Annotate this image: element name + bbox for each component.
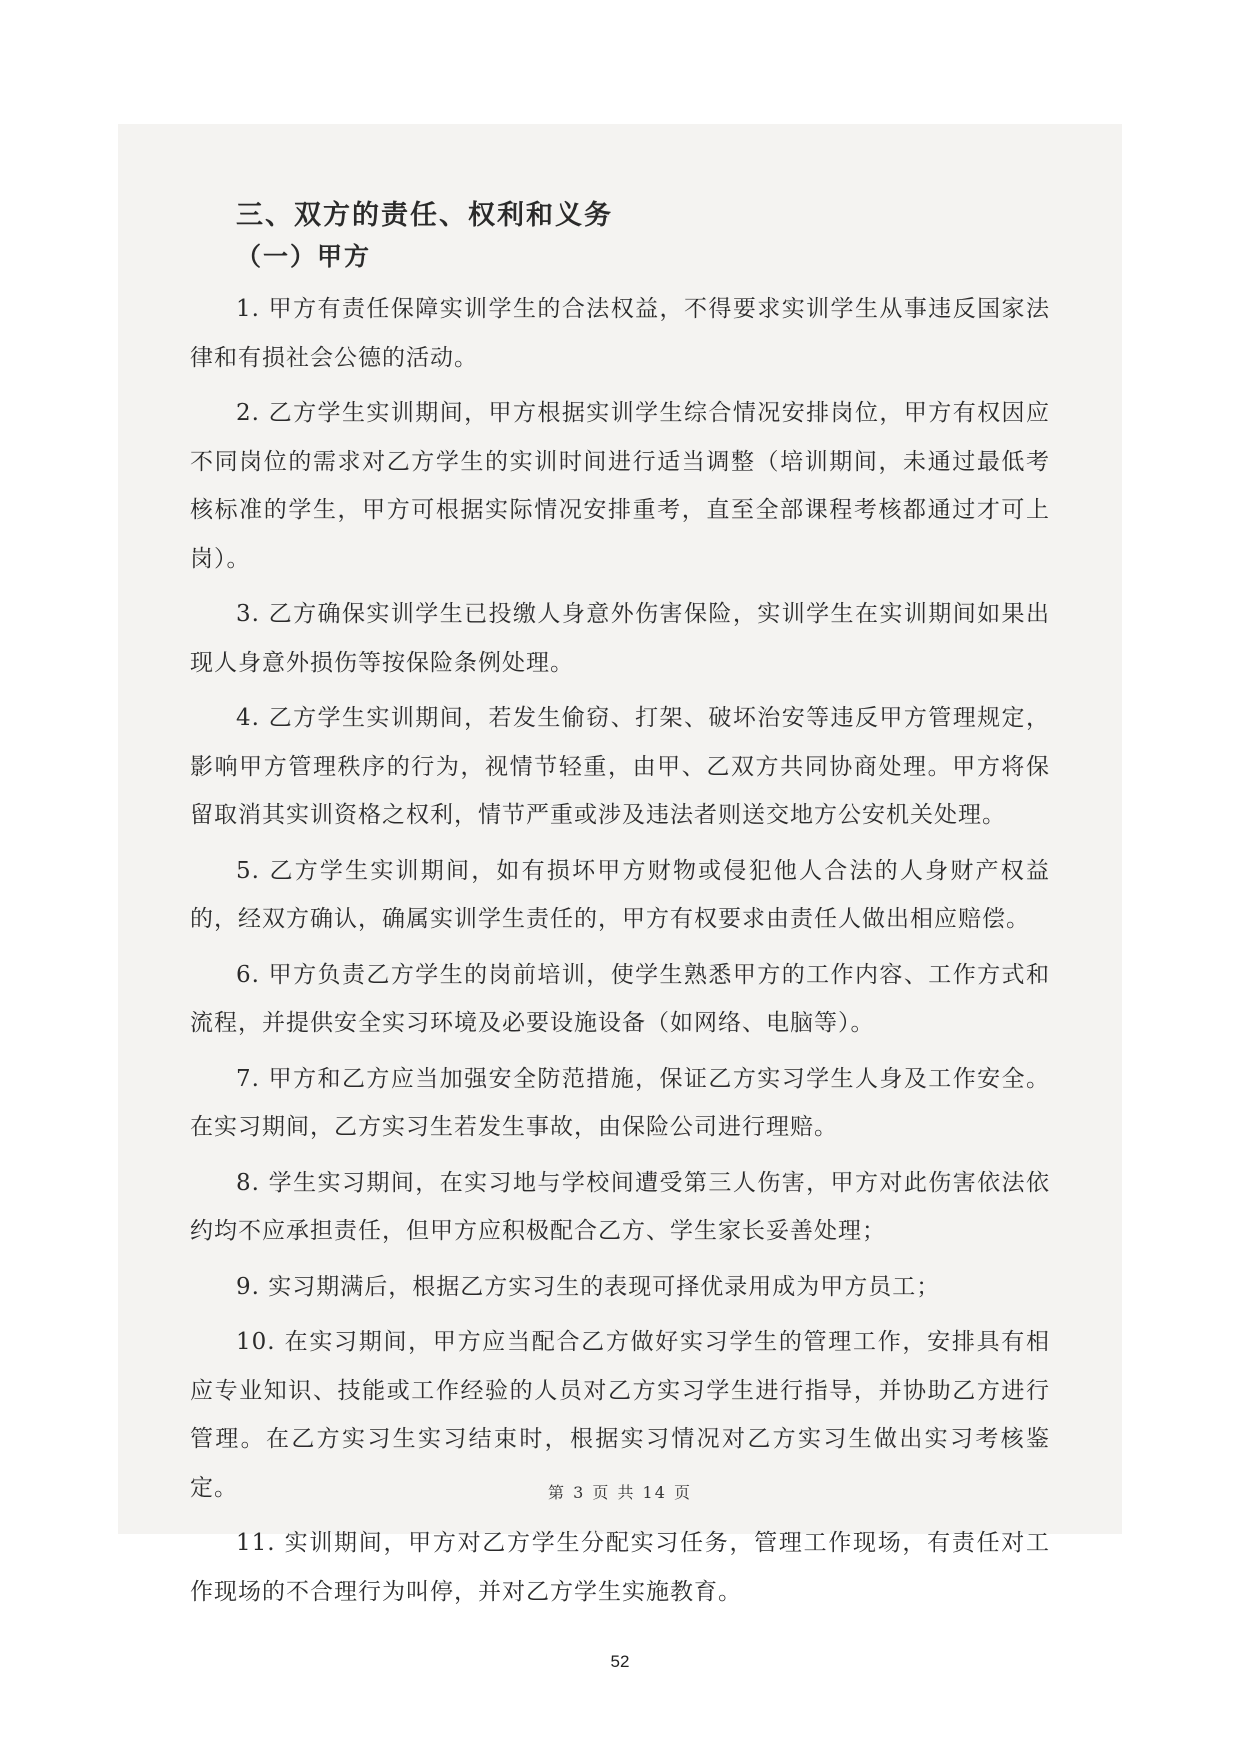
paragraph-3: 3. 乙方确保实训学生已投缴人身意外伤害保险，实训学生在实训期间如果出现人身意外损伤等按保险条例处理。 — [190, 601, 1050, 676]
paragraph-1: 1. 甲方有责任保障实训学生的合法权益，不得要求实训学生从事违反国家法律和有损社会公德的活动。 — [190, 296, 1050, 371]
page-number: 52 — [610, 1652, 630, 1671]
paragraph-6: 6. 甲方负责乙方学生的岗前培训，使学生熟悉甲方的工作内容、工作方式和流程，并提供安全实习环境及必要设施设备（如网络、电脑等）。 — [190, 961, 1050, 1036]
page-footer: 第 3 页 共 14 页 — [548, 1483, 692, 1502]
paragraph-2: 2. 乙方学生实训期间，甲方根据实训学生综合情况安排岗位，甲方有权因应不同岗位的需求对乙方学生的实训时间进行适当调整（培训期间，未通过最低考核标准的学生，甲方可根据实际情况安排重考，直至全部课程考核都通过才可上岗）。 — [190, 400, 1050, 572]
paragraph-4: 4. 乙方学生实训期间，若发生偷窃、打架、破坏治安等违反甲方管理规定，影响甲方管理秩序的行为，视情节轻重，由甲、乙双方共同协商处理。甲方将保留取消其实训资格之权利，情节严重或涉及违法者则送交地方公安机关处理。 — [190, 705, 1050, 828]
body-text — [190, 285, 1050, 1623]
subsection-title: （一）甲方 — [236, 242, 372, 271]
paragraph-7: 7. 甲方和乙方应当加强安全防范措施，保证乙方实习学生人身及工作安全。在实习期间，乙方实习生若发生事故，由保险公司进行理赔。 — [190, 1065, 1050, 1140]
paragraph-9: 9. 实习期满后，根据乙方实习生的表现可择优录用成为甲方员工； — [236, 1273, 941, 1300]
paragraph-5: 5. 乙方学生实训期间，如有损坏甲方财物或侵犯他人合法的人身财产权益的，经双方确认，确属实训学生责任的，甲方有权要求由责任人做出相应赔偿。 — [190, 857, 1050, 932]
paragraph-11: 11. 实训期间，甲方对乙方学生分配实习任务，管理工作现场，有责任对工作现场的不合理行为叫停，并对乙方学生实施教育。 — [190, 1530, 1050, 1605]
section-title: 三、双方的责任、权利和义务 — [236, 200, 613, 231]
paragraph-8: 8. 学生实习期间，在实习地与学校间遭受第三人伤害，甲方对此伤害依法依约均不应承担责任，但甲方应积极配合乙方、学生家长妥善处理； — [190, 1169, 1050, 1244]
paragraph-10: 10. 在实习期间，甲方应当配合乙方做好实习学生的管理工作，安排具有相应专业知识、技能或工作经验的人员对乙方实习学生进行指导，并协助乙方进行管理。在乙方实习生实习结束时，根据实习情况对乙方实习生做出实习考核鉴定。 — [190, 1329, 1050, 1501]
